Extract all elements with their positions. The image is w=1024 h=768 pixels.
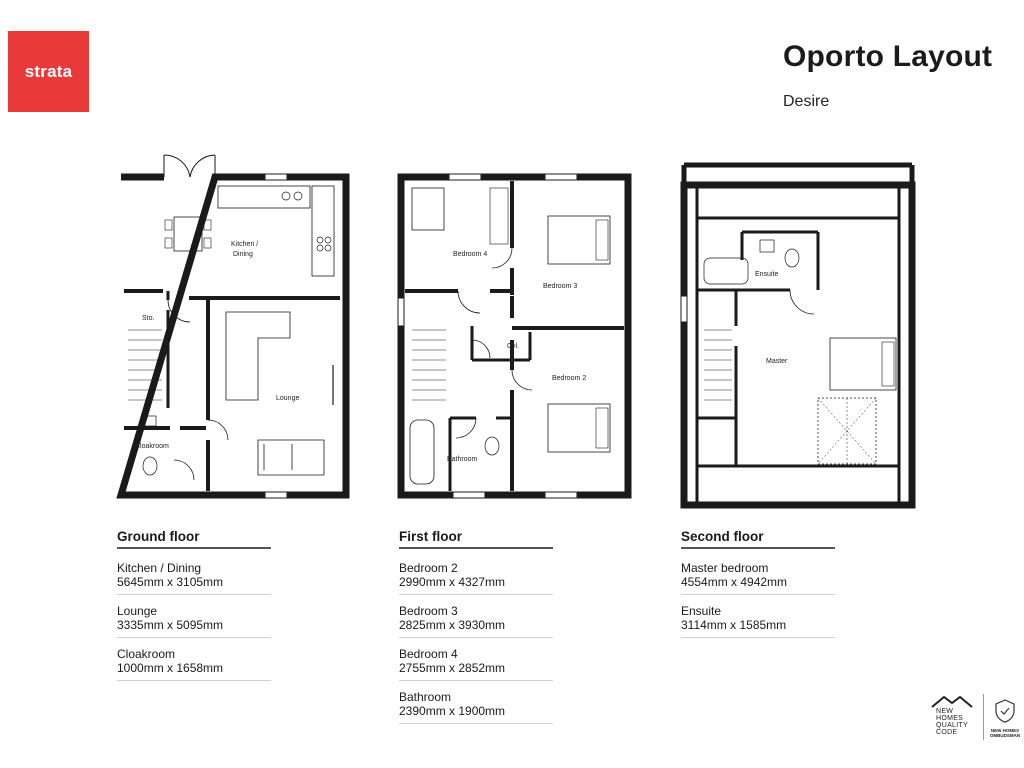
room-entry xyxy=(399,681,553,724)
room-name: Bedroom 4 xyxy=(399,647,458,661)
nhqc-line: NEW xyxy=(935,708,954,715)
bedroom4-label: Bedroom 4 xyxy=(453,251,488,258)
room-size: 4554mm x 4942mm xyxy=(681,575,788,589)
strata-logo: strata xyxy=(8,31,89,112)
room-entry xyxy=(117,549,271,595)
room-entry xyxy=(117,595,271,638)
nhqc-line: CODE xyxy=(935,729,958,736)
room-name: Ensuite xyxy=(681,604,722,618)
cylinder-label: Cyl. xyxy=(507,343,520,350)
room-size: 5645mm x 3105mm xyxy=(117,575,224,589)
room-entry xyxy=(399,595,553,638)
kitchen-label: Kitchen / xyxy=(231,241,259,248)
room-name: Kitchen / Dining xyxy=(117,561,202,575)
first-floor-plan xyxy=(398,174,628,498)
room-name: Cloakroom xyxy=(117,647,176,661)
cloakroom-label: Cloakroom xyxy=(135,443,169,450)
master-label: Master xyxy=(766,358,788,365)
room-size: 2390mm x 1900mm xyxy=(399,704,506,718)
bedroom3-label: Bedroom 3 xyxy=(543,283,578,290)
nhqc-line: QUALITY xyxy=(935,722,969,729)
room-name: Bedroom 2 xyxy=(399,561,458,575)
room-size: 3335mm x 5095mm xyxy=(117,618,224,632)
ombudsman-text: NEW HOMES OMBUDSMAN xyxy=(989,728,1021,738)
ground-floor-schedule xyxy=(117,529,271,681)
room-name: Bathroom xyxy=(399,690,452,704)
room-name: Lounge xyxy=(117,604,158,618)
store-label: Sto. xyxy=(142,315,155,322)
room-size: 2990mm x 4327mm xyxy=(399,575,506,589)
nhqc-badge xyxy=(930,694,974,736)
room-name: Bedroom 3 xyxy=(399,604,458,618)
room-name: Master bedroom xyxy=(681,561,769,575)
room-entry xyxy=(117,638,271,681)
lounge-label: Lounge xyxy=(276,395,300,402)
second-floor-schedule xyxy=(681,529,835,638)
second-floor-heading: Second floor xyxy=(681,529,835,549)
first-floor-heading: First floor xyxy=(399,529,553,549)
room-size: 3114mm x 1585mm xyxy=(681,618,787,632)
room-entry xyxy=(681,549,835,595)
ground-floor-heading: Ground floor xyxy=(117,529,271,549)
nhqc-line: HOMES xyxy=(935,715,964,722)
ombudsman-shield-icon xyxy=(994,698,1016,724)
room-entry xyxy=(681,595,835,638)
house-roof-icon xyxy=(930,694,974,708)
room-entry xyxy=(399,549,553,595)
bathroom-label: Bathroom xyxy=(447,456,478,463)
house-type-subtitle: Desire xyxy=(783,93,830,110)
room-size: 1000mm x 1658mm xyxy=(117,661,224,675)
badge-divider xyxy=(983,694,984,740)
first-floor-schedule xyxy=(399,529,553,724)
bedroom2-label: Bedroom 2 xyxy=(552,375,587,382)
room-size: 2825mm x 3930mm xyxy=(399,618,506,632)
second-floor-plan xyxy=(681,165,912,505)
page-title: Oporto Layout xyxy=(783,40,993,73)
ensuite-label: Ensuite xyxy=(755,271,779,278)
dining-label: Dining xyxy=(233,251,253,258)
room-size: 2755mm x 2852mm xyxy=(399,661,506,675)
room-entry xyxy=(399,638,553,681)
